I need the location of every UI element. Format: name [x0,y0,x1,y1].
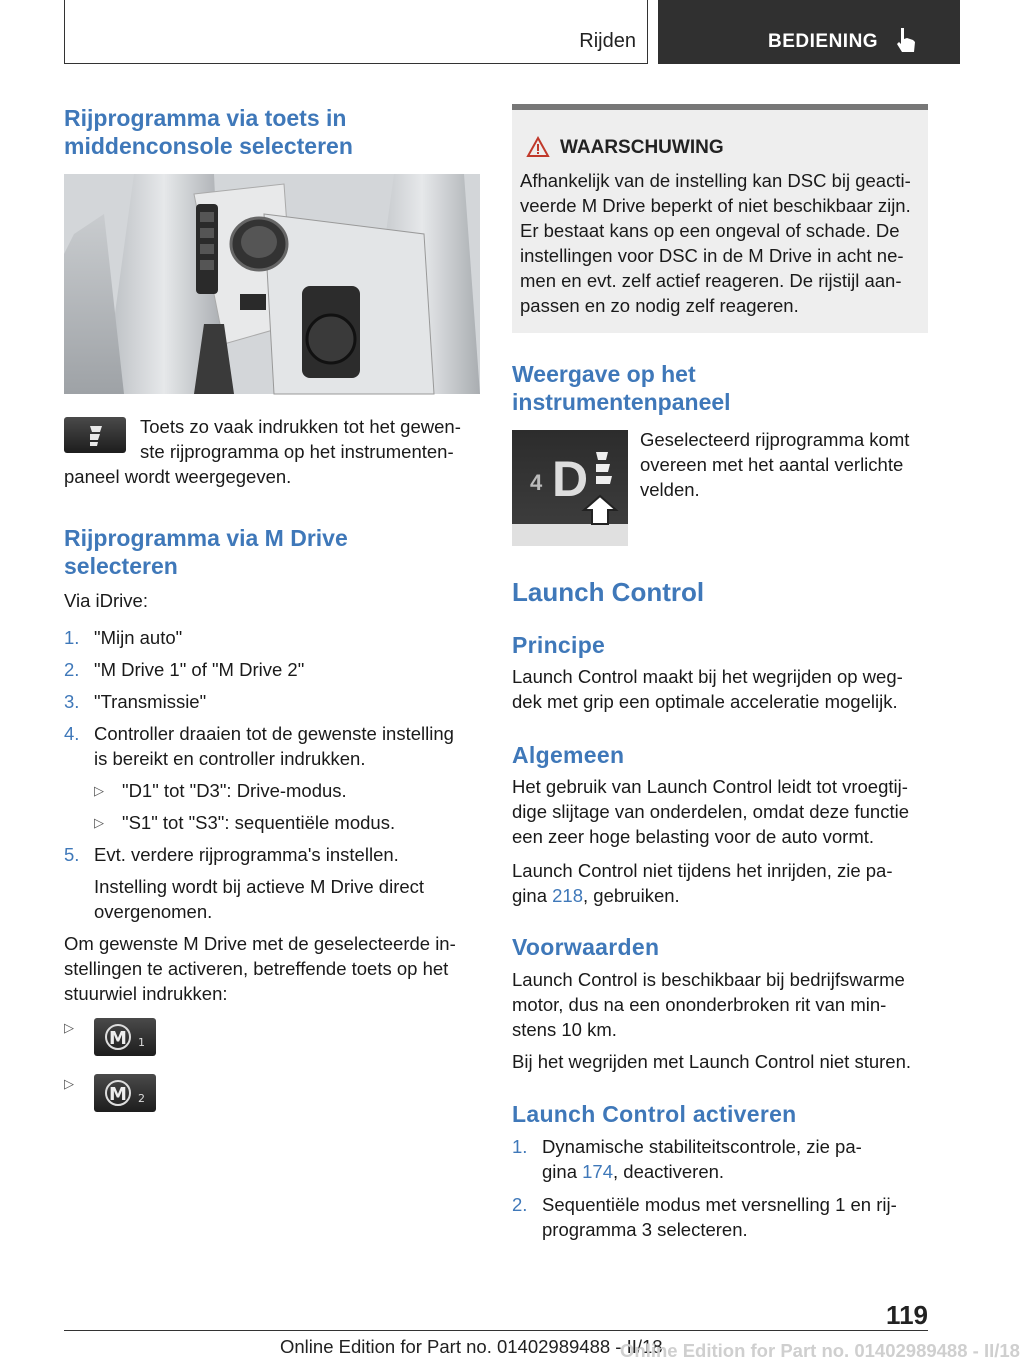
heading-console-line2: middenconsole selecteren [64,133,353,159]
voorwaarden-line1: Launch Control is beschikbaar bij bedrijfswarme [512,969,905,990]
mode-bar [596,476,612,484]
principe-line1: Launch Control maakt bij het wegrijden op weg- [512,666,903,687]
step-number: 1. [512,1136,528,1157]
algemeen2-line1: Launch Control niet tijdens het inrijden, zie pa- [512,860,893,881]
act2-line1: Sequentiële modus met versnelling 1 en rij- [542,1194,897,1215]
page-number: 119 [886,1300,928,1330]
heading-mdrive-line2: selecteren [64,553,178,579]
sub-item-text: "S1" tot "S3": sequentiële modus. [122,812,396,833]
algemeen-line2: dige slijtage van onderdelen, omdat deze functie [512,801,909,822]
heading-weergave-line2: instrumentenpaneel [512,389,731,415]
drive-mode-toggle-button[interactable] [64,417,126,453]
voorwaarden2-text: Bij het wegrijden met Launch Control niet sturen. [512,1051,911,1072]
m2-label: M [109,1084,127,1105]
act1-line1: Dynamische stabiliteitscontrole, zie pa- [542,1136,862,1157]
act1-prefix: gina [542,1161,583,1182]
algemeen-line3: een zeer hoge belasting voor de auto vormt. [512,826,875,847]
toets-text-line1: Toets zo vaak indrukken tot het gewen- [140,416,461,437]
m1-label: M [109,1028,127,1049]
toets-text-line2: ste rijprogramma op het instrumenten- [140,441,454,462]
footer-watermark: Online Edition for Part no. 01402989488 - II/18 [620,1340,1020,1361]
header-section-title: Rijden [579,30,636,52]
warning-box [512,104,928,333]
bullet-icon: ▷ [64,1076,74,1091]
warning-triangle-icon [526,136,550,158]
voorwaarden-line3: stens 10 km. [512,1019,617,1040]
weergave-text-line1: Geselecteerd rijprogramma komt [640,429,910,450]
act1-line2 [542,1159,724,1184]
mdrive-para-line1: Om gewenste M Drive met de geselecteerde in- [64,933,456,954]
warning-line: veerde M Drive beperkt of niet beschikbaar zijn. [520,195,911,216]
principe-line2: dek met grip een optimale acceleratie mogelijk. [512,691,898,712]
m2-sub: 2 [138,1092,145,1105]
step-text: "Mijn auto" [94,627,183,648]
step-number: 3. [64,691,80,712]
step-extra-text: overgenomen. [94,901,213,922]
step-number: 2. [64,659,80,680]
m2-steering-button[interactable] [94,1074,156,1112]
step-text: Controller draaien tot de gewenste instelling [94,723,454,744]
heading-console-line1: Rijprogramma via toets in [64,105,347,131]
header-frame [64,0,648,64]
step-text: Evt. verdere rijprogramma's instellen. [94,844,399,865]
step-number: 5. [64,844,80,865]
footer-divider [64,1330,928,1331]
center-console-image [64,174,480,394]
mdrive-para-line3: stuurwiel indrukken: [64,983,228,1004]
heading-voorwaarden: Voorwaarden [512,934,660,960]
heading-principe: Principe [512,632,606,658]
m1-steering-button[interactable] [94,1018,156,1056]
warning-line: Afhankelijk van de instelling kan DSC bij geacti- [520,170,911,191]
step-text: is bereikt en controller indrukken. [94,748,366,769]
heading-launch-control: Launch Control [512,577,705,607]
mode-bar [596,452,608,460]
mode-bar [596,464,610,472]
hand-pointer-icon [894,26,918,54]
bullet-icon: ▷ [64,1020,74,1035]
header-chapter-tab[interactable] [658,0,960,64]
step-text: "Transmissie" [94,691,207,712]
gear-number: 4 [530,470,543,495]
page-link-218[interactable]: 218 [552,885,583,906]
step-number: 4. [64,723,80,744]
heading-mdrive-line1: Rijprogramma via M Drive [64,525,348,551]
m1-sub: 1 [138,1036,145,1049]
chapter-tab-label: BEDIENING [768,31,879,52]
weergave-text-line2: overeen met het aantal verlichte [640,454,904,475]
page-link-174[interactable]: 174 [582,1161,613,1182]
via-idrive-label: Via iDrive: [64,590,148,611]
voorwaarden-line2: motor, dus na een ononderbroken rit van min- [512,994,887,1015]
algemeen2-suffix: , gebruiken. [583,885,680,906]
heading-algemeen: Algemeen [512,742,625,768]
act1-suffix: , deactiveren. [613,1161,725,1182]
mdrive-para-line2: stellingen te activeren, betreffende toets op het [64,958,449,979]
m-drive-icon [94,1018,156,1056]
drive-mode-switch-icon [64,417,126,453]
weergave-text-line3: velden. [640,479,700,500]
sub-item-text: "D1" tot "D3": Drive-modus. [122,780,347,801]
heading-activeren: Launch Control activeren [512,1101,797,1127]
step-text: "M Drive 1" of "M Drive 2" [94,659,305,680]
sub-bullet-icon: ▷ [94,815,104,830]
algemeen2-prefix: gina [512,885,553,906]
step-extra-text: Instelling wordt bij actieve M Drive direct [94,876,425,897]
algemeen2-line2 [512,883,680,908]
warning-line: men en evt. zelf actief reageren. De rijstijl aan- [520,270,902,291]
act2-line2: programma 3 selecteren. [542,1219,748,1240]
instrument-display-drawing [512,430,628,546]
warning-line: Er bestaat kans op een ongeval of schade. De [520,220,900,241]
warning-title: WAARSCHUWING [560,137,724,158]
algemeen-line1: Het gebruik van Launch Control leidt tot vroegtij- [512,776,908,797]
sub-bullet-icon: ▷ [94,783,104,798]
center-console-drawing [64,174,480,394]
m-drive-icon [94,1074,156,1112]
instrument-panel-mode-image [512,430,628,546]
step-number: 1. [64,627,80,648]
toets-text-line3: paneel wordt weergegeven. [64,466,292,487]
heading-weergave-line1: Weergave op het [512,361,696,387]
step-number: 2. [512,1194,528,1215]
warning-line: instellingen voor DSC in de M Drive in acht ne- [520,245,904,266]
footer-edition: Online Edition for Part no. 01402989488 - II/18 [280,1336,663,1357]
gear-letter: D [552,451,589,507]
warning-line: passen en zo nodig zelf reageren. [520,295,799,316]
